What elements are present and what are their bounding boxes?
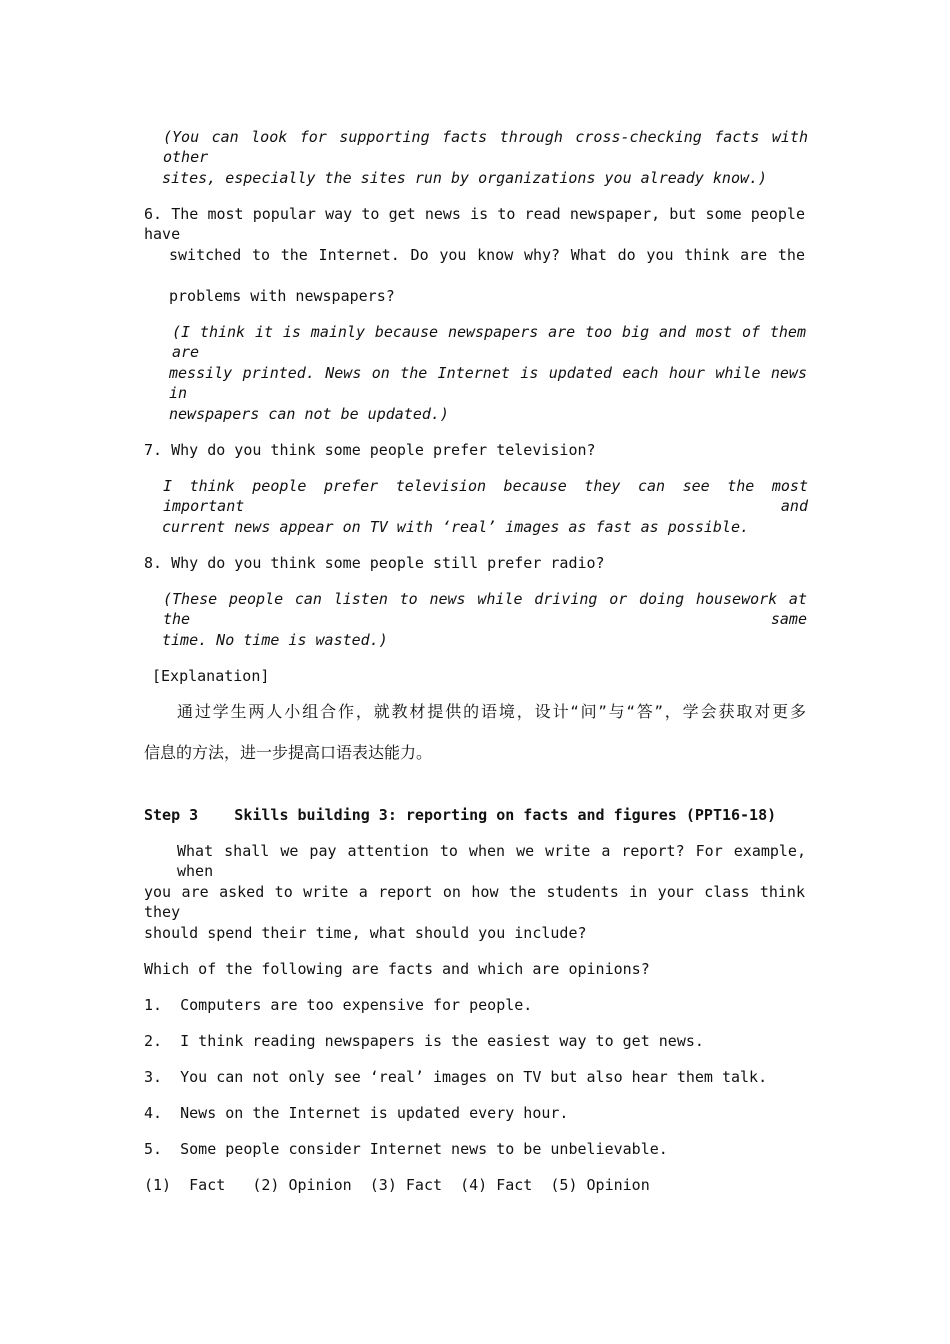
step-3-paragraph-line-1: What shall we pay attention to when we write a report? For example, when: [177, 842, 806, 880]
explanation-line-2: 信息的方法，进一步提高口语表达能力。: [144, 743, 433, 762]
question-6-answer-line-3: newspapers can not be updated.): [169, 405, 449, 423]
list-item: 3. You can not only see ‘real’ images on TV but also hear them talk.: [144, 1068, 768, 1086]
step-3-paragraph-line-2: you are asked to write a report on how the students in your class think they: [144, 883, 805, 921]
explanation-line-1: 通过学生两人小组合作，就教材提供的语境，设计“问”与“答”，学会获取对更多: [177, 702, 806, 721]
question-7: 7. Why do you think some people prefer television?: [144, 441, 596, 459]
question-6-answer-line-2: messily printed. News on the Internet is updated each hour while news in: [169, 364, 807, 402]
q5-answer-line-1: (You can look for supporting facts through cross-checking facts with other: [163, 128, 808, 166]
step-3-heading: Step 3 Skills building 3: reporting on facts and figures (PPT16-18): [144, 806, 777, 824]
question-6-line-1: 6. The most popular way to get news is to read newspaper, but some people have: [144, 205, 805, 243]
step-3-question: Which of the following are facts and which are opinions?: [144, 960, 650, 978]
question-7-answer-line-2: current news appear on TV with ‘real’ images as fast as possible.: [162, 518, 749, 536]
question-8-answer-line-2: time. No time is wasted.): [162, 631, 388, 649]
list-item: 5. Some people consider Internet news to be unbelievable.: [144, 1140, 668, 1158]
list-item: 2. I think reading newspapers is the easiest way to get news.: [144, 1032, 704, 1050]
question-8-answer-line-1: (These people can listen to news while driving or doing housework at the same: [163, 590, 807, 628]
question-6-line-3: problems with newspapers?: [169, 287, 395, 305]
q5-answer-line-2: sites, especially the sites run by organizations you already know.): [162, 169, 768, 187]
question-6-answer-line-1: (I think it is mainly because newspapers are too big and most of them are: [172, 323, 806, 361]
list-item: 4. News on the Internet is updated every hour.: [144, 1104, 569, 1122]
explanation-heading: [Explanation]: [152, 667, 270, 685]
step-3-paragraph-line-3: should spend their time, what should you include?: [144, 924, 587, 942]
question-7-answer-line-1: I think people prefer television because they can see the most important and: [163, 477, 808, 515]
question-6-line-2: switched to the Internet. Do you know why? What do you think are the: [169, 246, 805, 264]
answer-key: (1) Fact (2) Opinion (3) Fact (4) Fact (5) Opinion: [144, 1176, 650, 1194]
list-item: 1. Computers are too expensive for people.: [144, 996, 533, 1014]
question-8: 8. Why do you think some people still prefer radio?: [144, 554, 605, 572]
